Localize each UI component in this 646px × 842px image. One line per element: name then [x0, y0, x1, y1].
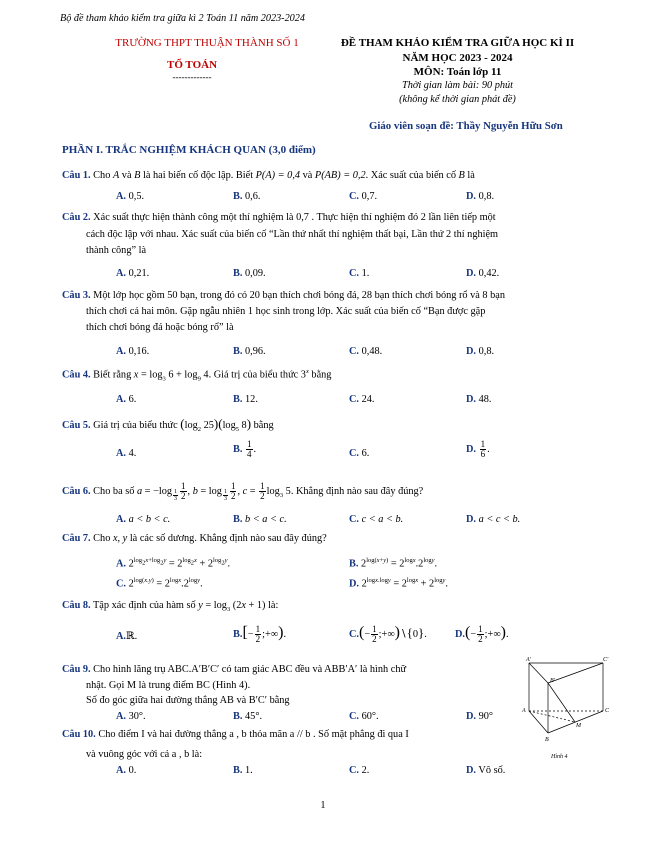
option-d[interactable]: D. a < c < b.: [466, 514, 521, 525]
question-2-line: thành công” là: [86, 245, 147, 256]
question-1: Câu 1. Cho A và B là hai biến cố độc lập. Biết P(A) = 0,4 và P(AB) = 0,2. Xác suất của biến cố B là: [62, 170, 475, 181]
school-name: TRƯỜNG THPT THUẬN THÀNH SỐ 1: [115, 37, 299, 49]
label-b: B: [545, 737, 549, 743]
option-c[interactable]: C. $2^{log(x.y)} = 2^{logx}.2^{logy}$.: [116, 577, 203, 590]
option-a[interactable]: A. 0,5.: [116, 191, 145, 202]
question-4: Câu 4. Biết rằng $x = \log_3 6 + \log_9 4$. Giá trị của biểu thức 3$^x$ bằng: [62, 368, 332, 383]
question-9: Câu 9. Cho hình lăng trụ ABC.A′B′C′ có tam giác ABC đều và ABB′A′ là hình chữ: [62, 664, 407, 675]
label-a1: A': [526, 657, 531, 663]
option-b[interactable]: B. 0,09.: [233, 268, 266, 279]
option-c[interactable]: C. 0,48.: [349, 346, 383, 357]
option-a[interactable]: A. 0.: [116, 765, 137, 776]
option-c[interactable]: C. 24.: [349, 394, 375, 405]
question-3-line: thích chơi bóng đá hoặc bóng rổ” là: [86, 322, 234, 333]
option-d[interactable]: D. 0,8.: [466, 346, 495, 357]
option-d[interactable]: D. 0,8.: [466, 191, 495, 202]
subject: MÔN: Toán lớp 11: [413, 66, 502, 78]
option-d[interactable]: D.(− $\frac{1}{2}$ ;+∞).: [455, 624, 509, 645]
option-b[interactable]: B. 0,6.: [233, 191, 261, 202]
option-a[interactable]: A. $2^{log_2x+log_2y} = 2^{log_2x} + 2^{log_2y}$.: [116, 557, 231, 570]
option-b[interactable]: B. 12.: [233, 394, 258, 405]
option-a[interactable]: A. 30°.: [116, 711, 146, 722]
question-label: Câu 1.: [62, 170, 91, 181]
option-b[interactable]: B. 1.: [233, 765, 253, 776]
label-c1: C': [603, 657, 609, 663]
question-10-line: và vuông góc với cả a , b là:: [86, 749, 203, 760]
option-d[interactable]: D. $\frac{1}{6}$ .: [466, 439, 490, 459]
part-title: PHẦN I. TRẮC NGHIỆM KHÁCH QUAN (3,0 điểm): [62, 144, 316, 156]
label-a: A: [522, 708, 526, 714]
option-b[interactable]: B. $\frac{1}{4}$ .: [233, 439, 257, 459]
option-d[interactable]: D. 48.: [466, 394, 492, 405]
option-c[interactable]: C. 0,7.: [349, 191, 378, 202]
group-name: TỔ TOÁN: [166, 59, 218, 71]
option-b[interactable]: B.[− $\frac{1}{2}$ ;+∞).: [233, 624, 287, 645]
option-c[interactable]: C. 2.: [349, 765, 370, 776]
author: Giáo viên soạn đề: Thầy Nguyễn Hữu Sơn: [369, 120, 563, 132]
exam-title: ĐỀ THAM KHẢO KIỂM TRA GIỮA HỌC KÌ II: [340, 37, 575, 49]
question-7: Câu 7. Cho x, y là các số dương. Khẳng định nào sau đây đúng?: [62, 533, 327, 544]
option-a[interactable]: A. 4.: [116, 448, 137, 459]
group-rule: -------------: [172, 72, 212, 82]
option-b[interactable]: B. $2^{log(x+y)} = 2^{logx}.2^{logy}$.: [349, 557, 438, 570]
option-b[interactable]: B. 0,96.: [233, 346, 266, 357]
question-9-line: nhật. Gọi M là trung điểm BC (Hình 4).: [86, 680, 251, 691]
label-c: C: [605, 708, 610, 714]
option-a[interactable]: A. 0,21.: [116, 268, 150, 279]
question-9-line: Số đo góc giữa hai đường thẳng AB và B′C′ bằng: [86, 695, 290, 706]
option-c[interactable]: C. 60°.: [349, 711, 379, 722]
question-2-line: cách độc lập với nhau. Xác suất của biến cố “Lần thứ nhất thí nghiệm thất bại, Lần thứ 2 thí nghiệm: [86, 229, 499, 240]
option-c[interactable]: C. 6.: [349, 448, 370, 459]
option-b[interactable]: B. 45°.: [233, 711, 263, 722]
option-a[interactable]: A. 0,16.: [116, 346, 150, 357]
option-d[interactable]: D. 0,42.: [466, 268, 500, 279]
option-a[interactable]: A. 6.: [116, 394, 137, 405]
figure-caption: Hình 4: [551, 754, 568, 760]
prism-figure: [515, 655, 615, 767]
duration-note: (không kể thời gian phát đề): [399, 94, 516, 105]
option-d[interactable]: D. Vô số.: [466, 765, 506, 776]
label-m: M: [576, 723, 581, 729]
option-c[interactable]: C.(− $\frac{1}{2}$ ;+∞)∖{0}.: [349, 624, 427, 645]
option-d[interactable]: D. 90°: [466, 711, 494, 722]
option-a[interactable]: A. a < b < c.: [116, 514, 171, 525]
option-a[interactable]: A.ℝ.: [116, 631, 138, 642]
option-b[interactable]: B. b < a < c.: [233, 514, 287, 525]
option-c[interactable]: C. c < a < b.: [349, 514, 404, 525]
question-6: Câu 6. Cho ba số a = −log $_{\frac{1}{3}}$ $\frac{1}{2}$ , b = log $_{\frac{1}{3}}$ $\frac{1}{2}$ , c = $\frac{1}{2}$ $\log_3 5$. Khẳng định nào sau đây đúng?: [62, 481, 424, 502]
page-number: 1: [320, 800, 326, 811]
school-year: NĂM HỌC 2023 - 2024: [402, 52, 513, 64]
question-2: Câu 2. Xác suất thực hiện thành công một thí nghiệm là 0,7 . Thực hiện thí nghiệm đó 2 lần liên tiếp một: [62, 212, 496, 223]
duration: Thời gian làm bài: 90 phút: [401, 80, 514, 91]
option-c[interactable]: C. 1.: [349, 268, 370, 279]
question-5: Câu 5. Giá trị của biểu thức ($\log_2$ $25)(\log_5$ 8) bằng: [62, 416, 274, 434]
option-d[interactable]: D. $2^{logx.logy} = 2^{logx} + 2^{logy}$.: [349, 577, 448, 590]
question-8: Câu 8. Tập xác định của hàm số $y = \log_3 (2x + 1)$ là:: [62, 600, 279, 614]
question-10: Câu 10. Cho điểm I và hai đường thẳng a , b thỏa mãn a // b . Số mặt phẳng đi qua I: [62, 729, 409, 740]
label-b1: B': [550, 678, 555, 684]
running-header: Bộ đề tham khảo kiểm tra giữa kì 2 Toán 11 năm 2023-2024: [60, 13, 305, 24]
question-3: Câu 3. Một lớp học gồm 50 bạn, trong đó có 20 bạn thích chơi bóng đá, 28 bạn thích chơi bóng rổ và 8 bạn: [62, 290, 506, 301]
question-3-line: thích chơi cả hai môn. Gặp ngẫu nhiên 1 học sinh trong lớp. Xác suất của biến cố “Bạn được gặp: [86, 306, 486, 317]
